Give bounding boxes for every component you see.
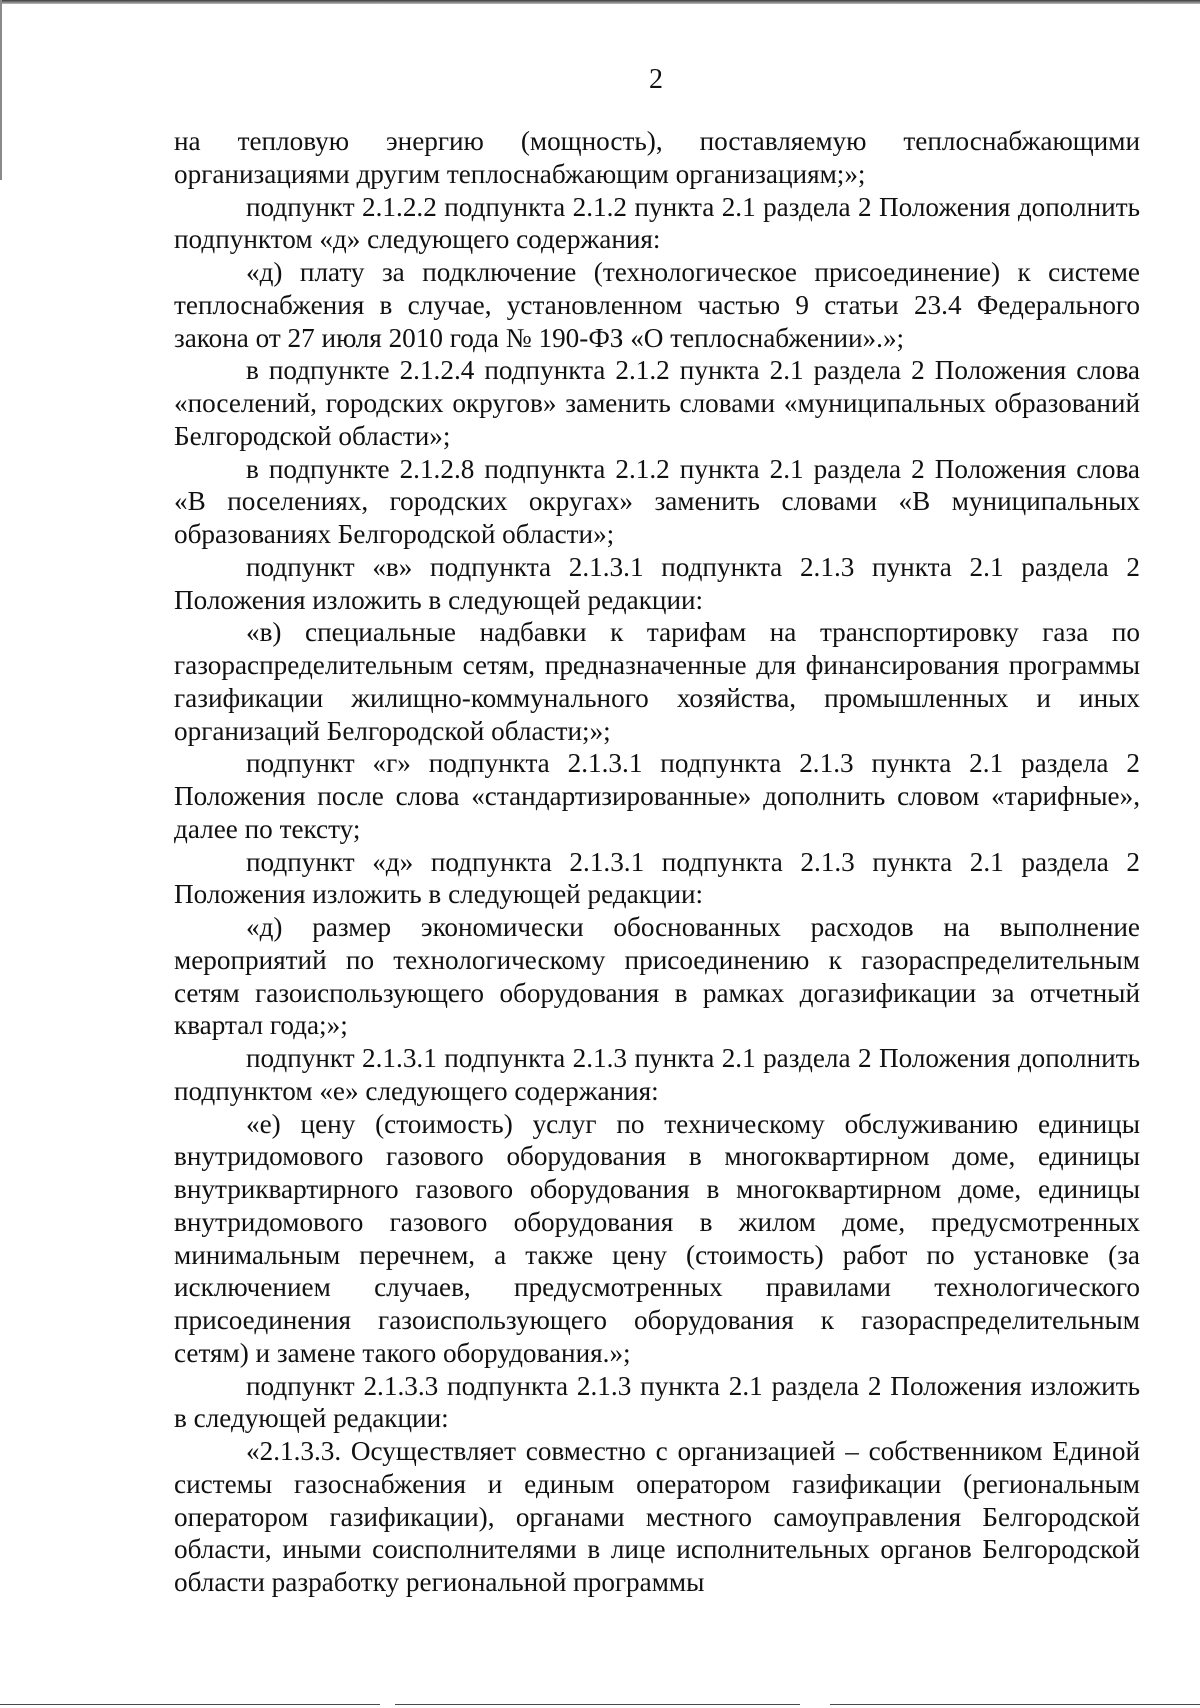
paragraph: в подпункте 2.1.2.8 подпункта 2.1.2 пункта 2.1 раздела 2 Положения слова «В поселениях, городских округах» заменить словами «В муниципальных образованиях Белгородской области»; [174,453,1140,549]
paragraph: «д) размер экономически обоснованных расходов на выполнение мероприятий по технологическому присоединению к газораспределительным сетям газоиспользующего оборудования в рамках догазификации за отчетный квартал года;»; [174,912,1140,1041]
page-number: 2 [649,64,663,95]
paragraph: в подпункте 2.1.2.4 подпункта 2.1.2 пункта 2.1 раздела 2 Положения слова «поселений, городских округов» заменить словами «муниципальных образований Белгородской области»; [174,355,1140,451]
scan-bottom-edge [0,1700,1200,1708]
paragraph: подпункт 2.1.3.3 подпункта 2.1.3 пункта 2.1 раздела 2 Положения изложить в следующей редакции: [174,1370,1140,1434]
paragraph: «е) цену (стоимость) услуг по техническому обслуживанию единицы внутридомового газового оборудования в многоквартирном доме, единицы внутриквартирного газового оборудования в многоквартирном доме, единицы внутридомового газового оборудования в жилом доме, предусмотренных минимальным перечнем, а также цену (стоимость) работ по установке (за исключением случаев, предусмотренных правилами технологического присоединения газоиспользующего оборудования к газораспределительным сетям) и замене такого оборудования.»; [174,1108,1140,1368]
paragraph: подпункт «д» подпункта 2.1.3.1 подпункта 2.1.3 пункта 2.1 раздела 2 Положения изложить в следующей редакции: [174,846,1140,910]
paragraph: «д) плату за подключение (технологическое присоединение) к системе теплоснабжения в случае, установленном частью 9 статьи 23.4 Федерального закона от 27 июля 2010 года № 190-ФЗ «О теплоснабжении».»; [174,257,1140,353]
paragraph: «2.1.3.3. Осуществляет совместно с организацией – собственником Единой системы газоснабжения и единым оператором газификации (региональным оператором газификации), органами местного самоуправления Белгородской области, иными соисполнителями в лице исполнительных органов Белгородской области разработку региональной программы [174,1436,1140,1597]
paragraph: подпункт «г» подпункта 2.1.3.1 подпункта 2.1.3 пункта 2.1 раздела 2 Положения после слова «стандартизированные» дополнить словом «тарифные», далее по тексту; [174,748,1140,844]
scan-top-edge [0,0,1200,4]
paragraph: «в) специальные надбавки к тарифам на транспортировку газа по газораспределительным сетям, предназначенные для финансирования программы газификации жилищно-коммунального хозяйства, промышленных и иных организаций Белгородской области;»; [174,617,1140,746]
paragraph: на тепловую энергию (мощность), поставляемую теплоснабжающими организациями другим теплоснабжающим организациям;»; [174,126,1140,189]
paragraph: подпункт 2.1.3.1 подпункта 2.1.3 пункта 2.1 раздела 2 Положения дополнить подпунктом «е» следующего содержания: [174,1043,1140,1106]
paragraph: подпункт 2.1.2.2 подпункта 2.1.2 пункта 2.1 раздела 2 Положения дополнить подпунктом «д» следующего содержания: [174,191,1140,255]
document-body [174,125,1140,1599]
paragraph: подпункт «в» подпункта 2.1.3.1 подпункта 2.1.3 пункта 2.1 раздела 2 Положения изложить в следующей редакции: [174,551,1140,615]
